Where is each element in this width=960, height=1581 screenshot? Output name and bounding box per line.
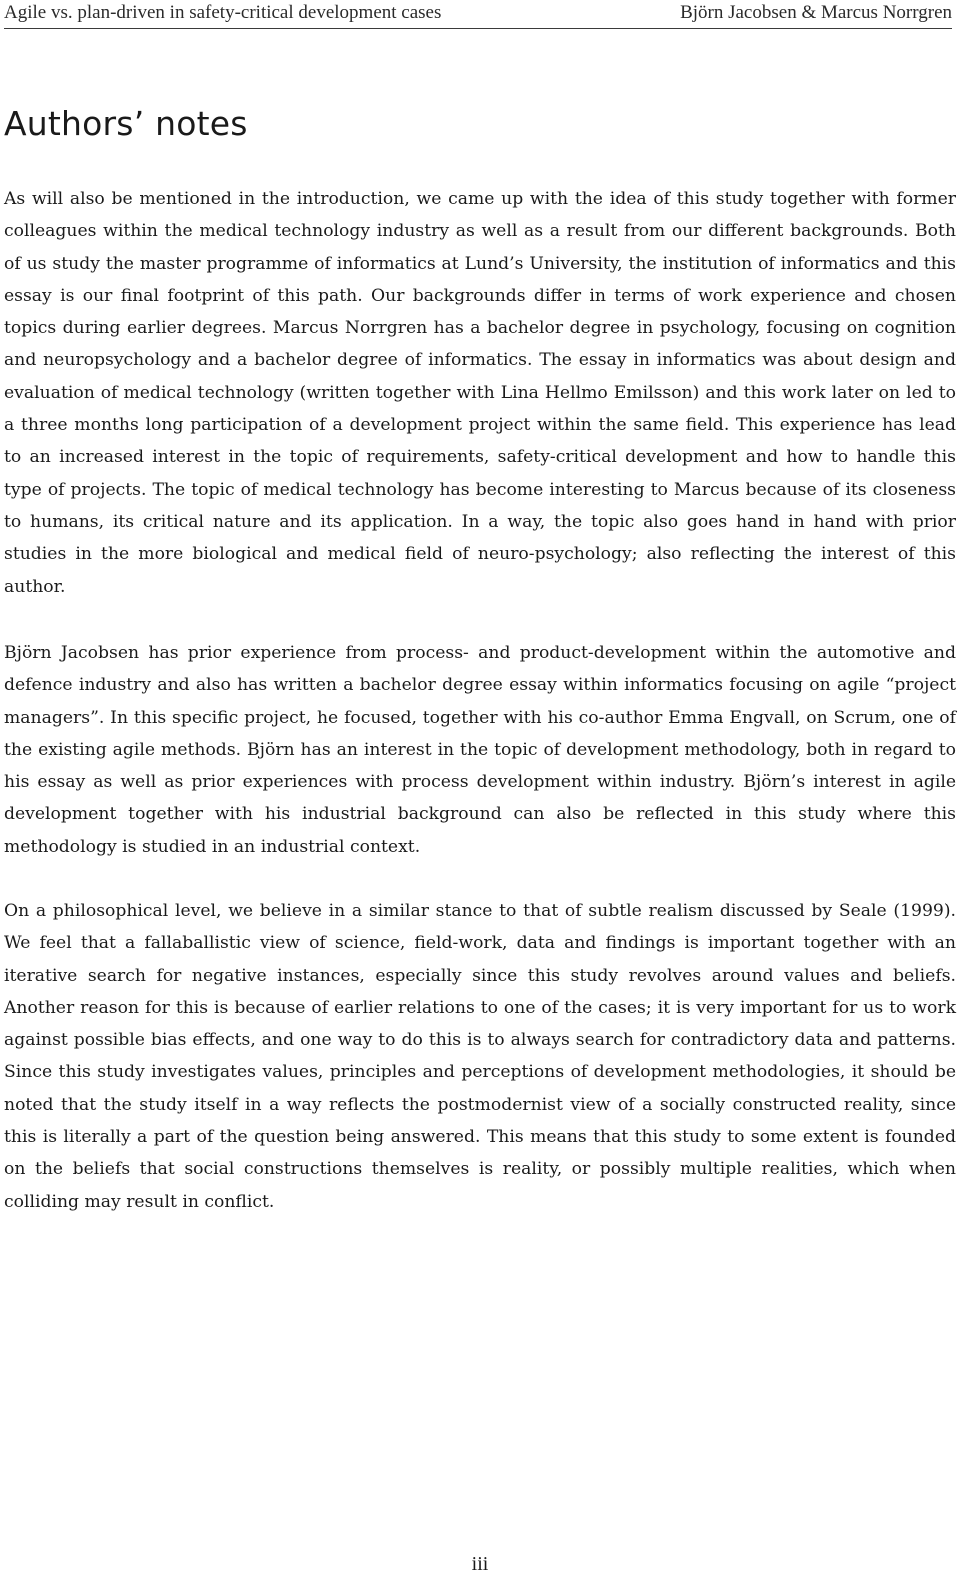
page-title: Authors’ notes: [4, 104, 248, 143]
page-number: iii: [471, 1553, 489, 1575]
paragraph-authors-backgrounds: As will also be mentioned in the introduction, we came up with the idea of this study together with former colleagues within the medical technology industry as well as a result from our different backgrounds. Both of us study the master programme of informatics at Lund’s University, the institution of informatics and this essay is our final footprint of this path. Our backgrounds differ in terms of work experience and chosen topics during earlier degrees. Marcus Norrgren has a bachelor degree in psychology, focusing on cognition and neuropsychology and a bachelor degree of informatics. The essay in informatics was about design and evaluation of medical technology (written together with Lina Hellmo Emilsson) and this work later on led to a three months long participation of a development project within the same field. This experience has lead to an increased interest in the topic of requirements, safety-critical development and how to handle this type of projects. The topic of medical technology has become interesting to Marcus because of its closeness to humans, its critical nature and its application. In a way, the topic also goes hand in hand with prior studies in the more biological and medical field of neuro-psychology; also reflecting the interest of this author.: [4, 189, 956, 597]
paragraph-philosophical-stance: On a philosophical level, we believe in a similar stance to that of subtle realism discussed by Seale (1999). We feel that a fallaballistic view of science, field-work, data and findings is important together with an iterative search for negative instances, especially since this study revolves around values and beliefs. Another reason for this is because of earlier relations to one of the cases; it is very important for us to work against possible bias effects, and one way to do this is to always search for contradictory data and patterns. Since this study investigates values, principles and perceptions of development methodologies, it should be noted that the study itself in a way reflects the postmodernist view of a socially constructed reality, since this is literally a part of the question being answered. This means that this study to some extent is founded on the beliefs that social constructions themselves is reality, or possibly multiple realities, which when colliding may result in conflict.: [4, 901, 956, 1212]
paragraph-bjorn-experience: Björn Jacobsen has prior experience from process- and product-development within the automotive and defence industry and also has written a bachelor degree essay within informatics focusing on agile “project managers”. In this specific project, he focused, together with his co-author Emma Engvall, on Scrum, one of the existing agile methods. Björn has an interest in the topic of development methodology, both in regard to his essay as well as prior experiences with process development within industry. Björn’s interest in agile development together with his industrial background can also be reflected in this study where this methodology is studied in an industrial context.: [4, 643, 956, 857]
running-header: [4, 0, 952, 29]
header-authors: Björn Jacobsen & Marcus Norrgren: [680, 2, 952, 23]
header-document-title: Agile vs. plan-driven in safety-critical development cases: [4, 2, 442, 23]
